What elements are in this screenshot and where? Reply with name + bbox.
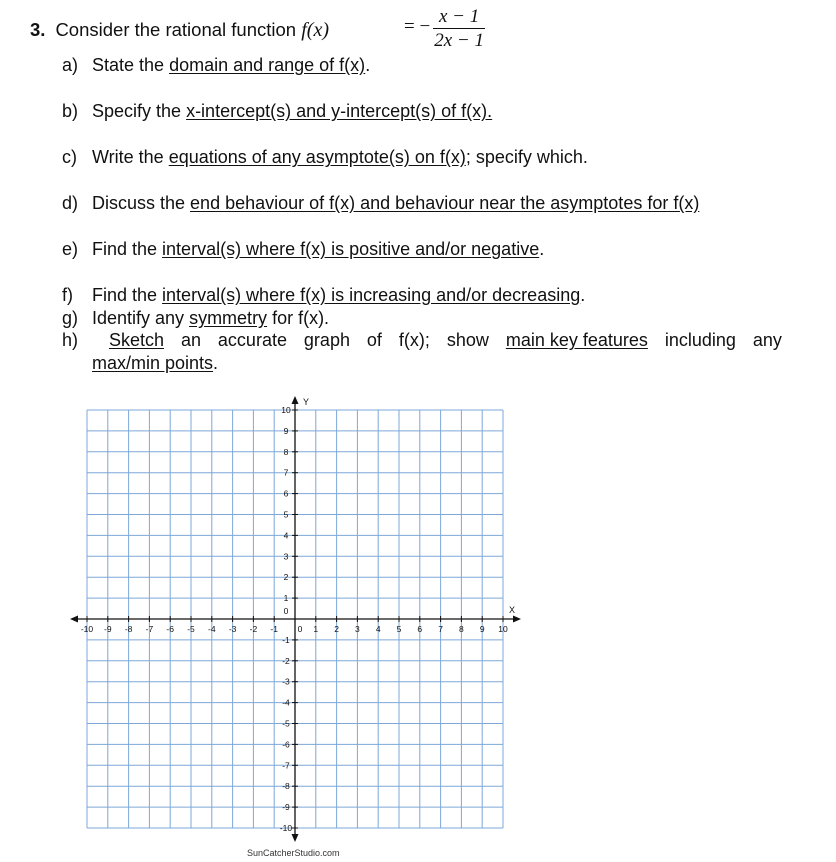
part-underlined: max/min points xyxy=(92,353,214,373)
x-tick-label: 1 xyxy=(313,624,319,634)
part-h-word: an xyxy=(180,330,201,350)
part-label: b) xyxy=(62,101,79,121)
x-tick-label: -9 xyxy=(104,624,112,634)
fraction-denominator: 2x − 1 xyxy=(434,30,485,51)
y-axis-arrow-down xyxy=(292,834,299,842)
x-tick-label: 2 xyxy=(334,624,339,634)
part-underlined: end behaviour of f(x) and behaviour near the asymptotes for f(x) xyxy=(190,193,700,213)
footer-credit: SunCatcherStudio.com xyxy=(247,848,340,858)
x-tick-label: -10 xyxy=(80,624,94,634)
y-tick-label: -1 xyxy=(282,634,290,645)
part-text: Find the xyxy=(92,239,163,259)
x-tick-label: 5 xyxy=(396,624,402,634)
y-tick-label: 8 xyxy=(283,446,289,457)
x-tick-label: -6 xyxy=(166,624,174,634)
y-tick-label: -9 xyxy=(282,802,290,813)
part-h-word: Sketch xyxy=(108,330,164,350)
x-tick-label: -8 xyxy=(124,624,133,634)
y-tick-label: 1 xyxy=(283,593,289,604)
part-text: Specify the xyxy=(92,101,187,121)
part-h-word: show xyxy=(446,330,489,350)
part-text: Write the xyxy=(92,147,169,167)
y-tick-label: 6 xyxy=(283,488,289,499)
part-underlined: equations of any asymptote(s) on f(x) xyxy=(168,147,466,167)
x-axis-arrow-left xyxy=(70,616,78,623)
y-tick-label: -2 xyxy=(282,655,290,666)
y-tick-label: 5 xyxy=(283,509,289,520)
part-h-word: of xyxy=(366,330,382,350)
part-label: a) xyxy=(62,55,79,75)
x-tick-label: -7 xyxy=(145,624,154,634)
y-axis-arrow-up xyxy=(292,396,299,404)
x-tick-label: -4 xyxy=(208,624,216,634)
part-h-word: accurate xyxy=(217,330,287,350)
y-tick-label: -7 xyxy=(282,760,290,771)
x-tick-label: 3 xyxy=(355,624,360,634)
part-label: e) xyxy=(62,239,79,259)
part-text-post: . xyxy=(539,239,545,259)
part-underlined: x-intercept(s) and y-intercept(s) of f(x). xyxy=(186,101,493,121)
x-tick-label: -5 xyxy=(187,624,195,634)
equals-sign: = − xyxy=(404,16,431,37)
y-tick-label: -8 xyxy=(282,781,290,792)
part-text-post: . xyxy=(365,55,371,75)
part-underlined: symmetry xyxy=(189,308,268,328)
part-text: Find the xyxy=(92,285,163,305)
part-h-word: main key features xyxy=(505,330,648,350)
part-label: d) xyxy=(62,193,79,213)
part-text: State the xyxy=(92,55,170,75)
part-text-post: . xyxy=(213,353,219,373)
part-h-word: f(x); xyxy=(398,330,430,350)
y-tick-label: 10 xyxy=(281,405,291,415)
x-tick-label: 10 xyxy=(498,624,508,634)
part-label: g) xyxy=(62,308,79,328)
part-label: h) xyxy=(62,330,79,350)
y-tick-label: 0 xyxy=(283,606,289,616)
question-intro: Consider the rational function xyxy=(55,19,297,40)
y-tick-label: 3 xyxy=(283,551,289,562)
x-axis-label: X xyxy=(508,605,516,615)
x-tick-label: 0 xyxy=(297,624,303,634)
x-axis-arrow-right xyxy=(513,616,521,623)
x-tick-label: -1 xyxy=(270,624,278,634)
part-underlined: interval(s) where f(x) is increasing and/or decreasing xyxy=(162,285,581,305)
part-underlined: interval(s) where f(x) is positive and/or negative xyxy=(162,239,540,259)
y-tick-label: 4 xyxy=(283,530,289,541)
part-h-word: including xyxy=(664,330,736,350)
part-text-post: . xyxy=(580,285,586,305)
x-tick-label: -3 xyxy=(228,624,237,634)
question-number: 3. xyxy=(30,19,46,40)
x-tick-label: 6 xyxy=(417,624,423,634)
part-label: f) xyxy=(62,285,73,305)
part-label: c) xyxy=(62,147,77,167)
part-text-post: for f(x). xyxy=(267,308,330,328)
x-tick-label: 8 xyxy=(459,624,464,634)
x-tick-label: 9 xyxy=(479,624,485,634)
part-h-word: any xyxy=(752,330,782,350)
y-tick-label: 9 xyxy=(283,425,289,436)
y-tick-label: -4 xyxy=(282,697,290,708)
part-h-word: graph xyxy=(303,330,350,350)
part-text: Identify any xyxy=(92,308,190,328)
x-tick-label: 4 xyxy=(375,624,381,634)
y-tick-label: -10 xyxy=(279,823,293,833)
part-text-post: ; specify which. xyxy=(465,147,588,167)
y-tick-label: -5 xyxy=(282,718,290,729)
fraction-numerator: x − 1 xyxy=(433,6,485,29)
part-text: Discuss the xyxy=(92,193,191,213)
part-underlined: domain and range of f(x) xyxy=(169,55,366,75)
x-tick-label: -2 xyxy=(249,624,258,634)
y-tick-label: -3 xyxy=(282,676,290,687)
y-axis-label: Y xyxy=(303,397,310,407)
y-tick-label: -6 xyxy=(282,739,290,750)
y-tick-label: 7 xyxy=(283,467,289,478)
function-name: f(x) xyxy=(301,19,329,41)
x-tick-label: 7 xyxy=(438,624,443,634)
y-tick-label: 2 xyxy=(283,572,289,583)
